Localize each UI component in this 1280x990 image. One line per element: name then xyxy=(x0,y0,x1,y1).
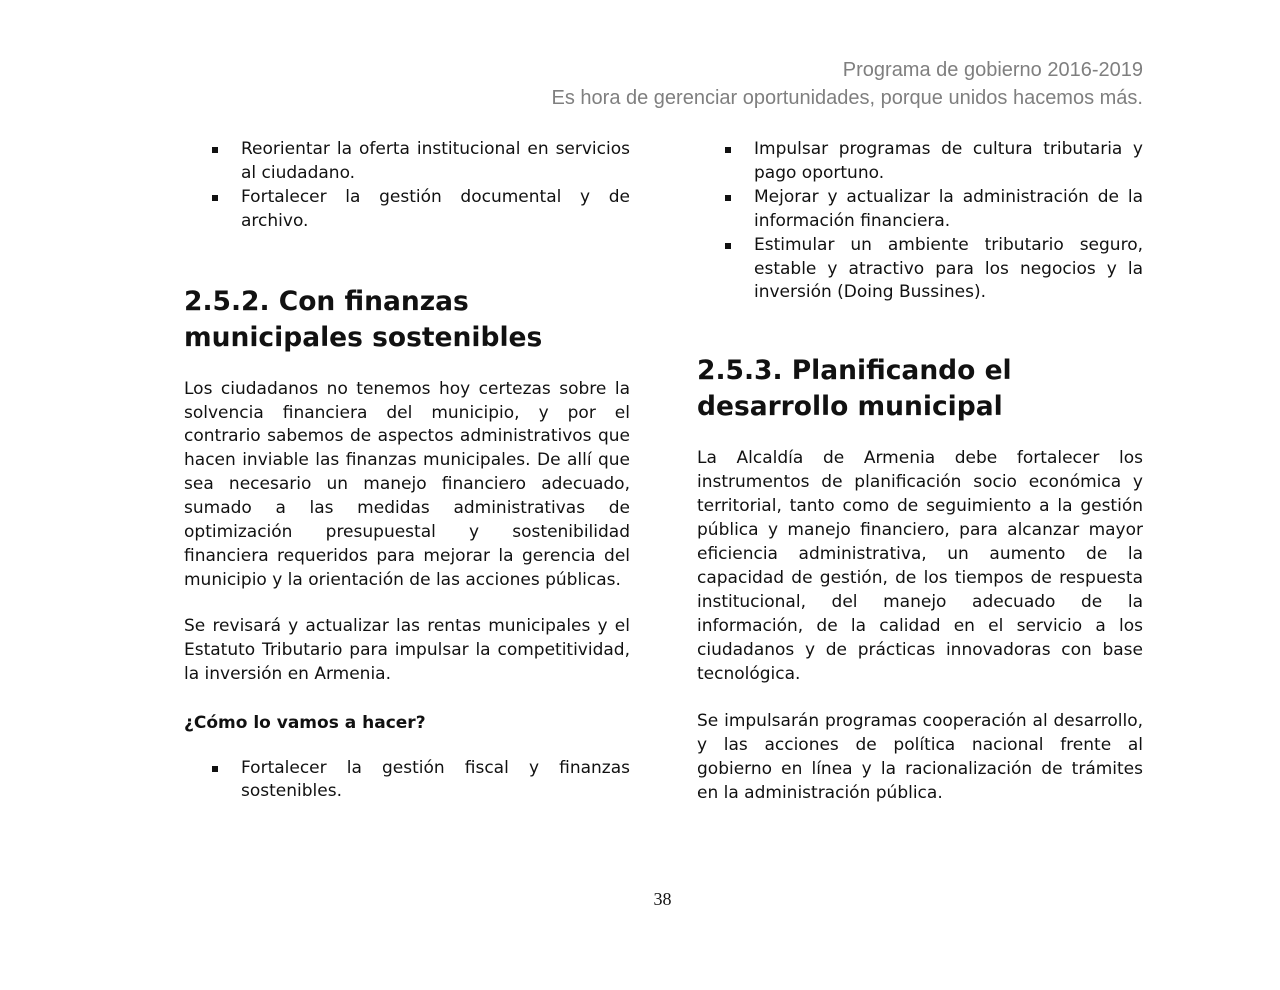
paragraph-planificando-2: Se impulsarán programas cooperación al desarrollo, y las acciones de política nacional frente al gobierno en línea y la racionalización de trámites en la administración pública. xyxy=(697,711,1143,804)
header-title: Programa de gobierno 2016-2019 xyxy=(842,59,1143,81)
list-item: Reorientar la oferta institucional en servicios al ciudadano. xyxy=(184,138,630,186)
square-bullet-icon xyxy=(212,147,218,153)
square-bullet-icon xyxy=(212,195,218,201)
paragraph-finanzas-1: Los ciudadanos no tenemos hoy certezas sobre la solvencia financiera del municipio, y por el contrario sabemos de aspectos administrativos que hacen inviable las finanzas municipales. De allí que sea necesario un manejo financiero adecuado, sumado a las medidas administrativas de optimización presupuestal y sostenibilidad financiera requeridos para mejorar la gerencia del municipio y la orientación de las acciones públicas. xyxy=(184,378,630,590)
list-item: Estimular un ambiente tributario seguro, estable y atractivo para los negocios y la inversión (Doing Bussines). xyxy=(697,234,1143,306)
section-heading-finanzas: 2.5.2. Con finanzas municipales sostenibles xyxy=(184,285,543,353)
paragraph-planificando-1: La Alcaldía de Armenia debe fortalecer los instrumentos de planificación socio económica y territorial, tanto como de seguimiento a la gestión pública y manejo financiero, para alcanzar mayor eficiencia administrativa, un aumento de la capacidad de gestión, de los tiempos de respuesta institucional, del manejo adecuado de la información, de la calidad en el servicio a los ciudadanos y de prácticas innovadoras con base tecnológica. xyxy=(697,448,1143,684)
list-item: Fortalecer la gestión documental y de archivo. xyxy=(184,186,630,234)
left-column xyxy=(184,138,630,804)
right-bullet-list xyxy=(697,138,1143,305)
section-heading-planificando: 2.5.3. Planificando el desarrollo municipal xyxy=(697,355,1012,423)
square-bullet-icon xyxy=(725,147,731,153)
list-item: Mejorar y actualizar la administración de la información financiera. xyxy=(697,186,1143,234)
list-item: Impulsar programas de cultura tributaria y pago oportuno. xyxy=(697,138,1143,186)
right-column xyxy=(697,138,1143,806)
page-header xyxy=(552,56,1143,112)
left-bullet-list-top xyxy=(184,138,630,234)
header-slogan: Es hora de gerenciar oportunidades, porque unidos hacemos más. xyxy=(551,87,1143,109)
list-item: Fortalecer la gestión fiscal y finanzas sostenibles. xyxy=(184,757,630,805)
page-number: 38 xyxy=(653,889,672,909)
how-heading: ¿Cómo lo vamos a hacer? xyxy=(184,712,426,733)
square-bullet-icon xyxy=(725,243,731,249)
square-bullet-icon xyxy=(725,195,731,201)
left-bullet-list-bottom xyxy=(184,757,630,805)
paragraph-finanzas-2: Se revisará y actualizar las rentas municipales y el Estatuto Tributario para impulsar la competitividad, la inversión en Armenia. xyxy=(184,615,630,684)
square-bullet-icon xyxy=(212,766,218,772)
